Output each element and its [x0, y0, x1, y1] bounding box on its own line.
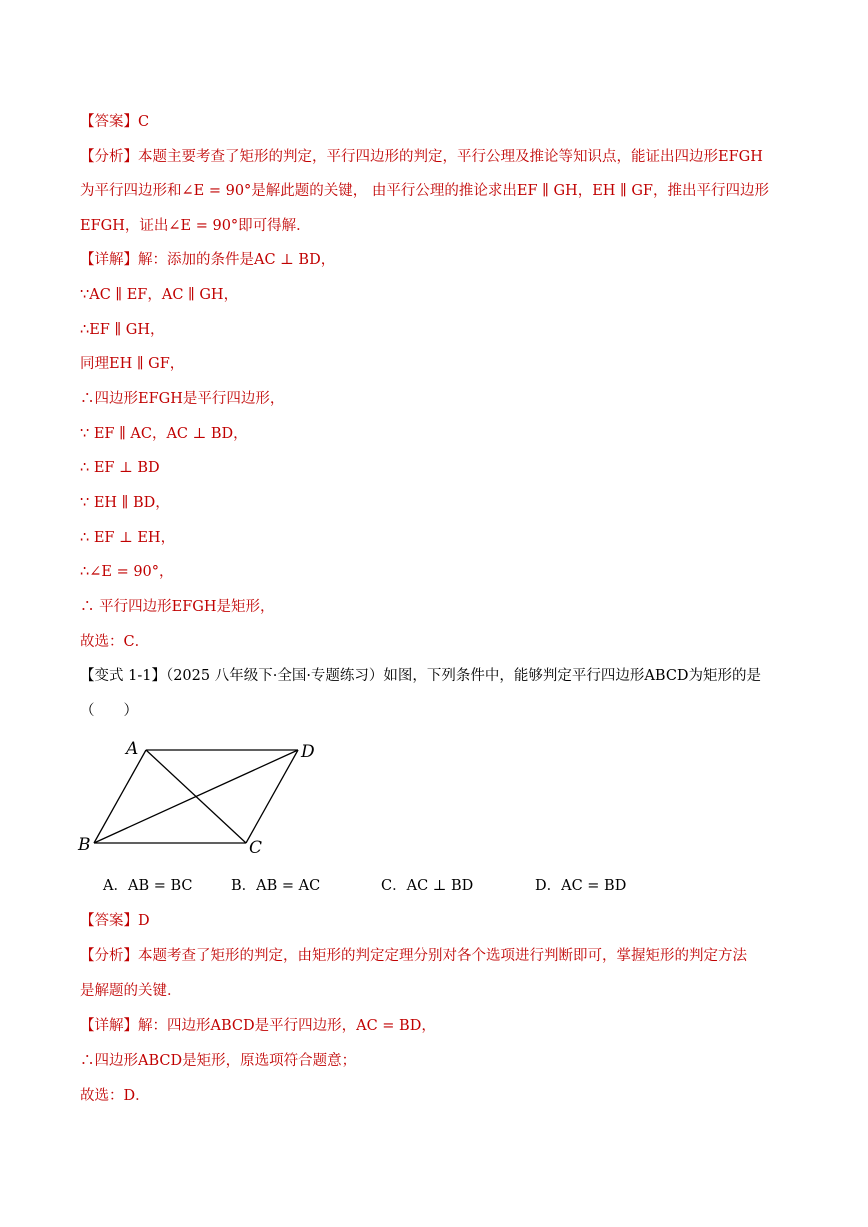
detail-line: ∴∠E = 90°， — [80, 564, 174, 580]
detail-line: 同理EH ∥ GF， — [80, 356, 185, 372]
analysis-line: 为平行四边形和∠E = 90°是解此题的关键， 由平行公理的推论求出EF ∥ GH，EH ∥ GF，推出平行四边形 — [80, 183, 769, 199]
detail-line: 【详解】解：四边形ABCD是平行四边形，AC = BD， — [80, 1018, 436, 1034]
answer-line: 【答案】D — [80, 913, 150, 929]
detail-line: ∴ EF ⊥ EH， — [80, 530, 176, 546]
vertex-label-D: D — [301, 742, 315, 762]
analysis-line: 是解题的关键． — [80, 983, 182, 999]
option-D: D．AC = BD — [535, 878, 627, 894]
detail-line: ∴ 平行四边形EFGH是矩形， — [80, 599, 275, 615]
vertex-label-B: B — [78, 835, 91, 855]
choose-line: 故选：C． — [80, 634, 150, 650]
answer-line: 【答案】C — [80, 114, 150, 130]
variant-question: 【变式 1-1】（2025 八年级下·全国·专题练习）如图，下列条件中，能够判定平行四边形ABCD为矩形的是 — [80, 668, 762, 684]
parallelogram-svg — [70, 732, 330, 862]
detail-line: ∵ EF ∥ AC，AC ⊥ BD， — [80, 426, 248, 442]
option-B: B．AB = AC — [231, 878, 321, 894]
parallelogram-diagram — [70, 732, 330, 862]
edge-DC — [246, 750, 298, 843]
variant-question-paren: （ ） — [80, 703, 138, 719]
detail-line: ∵AC ∥ EF，AC ∥ GH， — [80, 287, 239, 303]
choose-line: 故选：D． — [80, 1088, 150, 1104]
detail-line: ∴ EF ⊥ BD — [80, 460, 160, 476]
detail-line: 【详解】解：添加的条件是AC ⊥ BD， — [80, 252, 336, 268]
option-A: A．AB = BC — [103, 878, 193, 894]
detail-line: ∴EF ∥ GH， — [80, 322, 165, 338]
analysis-line: 【分析】本题考查了矩形的判定，由矩形的判定定理分别对各个选项进行判断即可，掌握矩形的判定方法 — [80, 948, 747, 964]
detail-line: ∴四边形ABCD是矩形，原选项符合题意； — [80, 1053, 357, 1069]
analysis-line: 【分析】本题主要考查了矩形的判定，平行四边形的判定，平行公理及推论等知识点，能证出四边形EFGH — [80, 149, 763, 165]
detail-line: ∴四边形EFGH是平行四边形， — [80, 391, 285, 407]
analysis-line: EFGH，证出∠E = 90°即可得解． — [80, 218, 311, 234]
detail-line: ∵ EH ∥ BD， — [80, 495, 170, 511]
option-C: C．AC ⊥ BD — [381, 878, 474, 894]
vertex-label-C: C — [249, 838, 263, 858]
edge-BA — [94, 750, 146, 843]
diagonal-BD — [94, 750, 298, 843]
vertex-label-A: A — [126, 739, 139, 759]
